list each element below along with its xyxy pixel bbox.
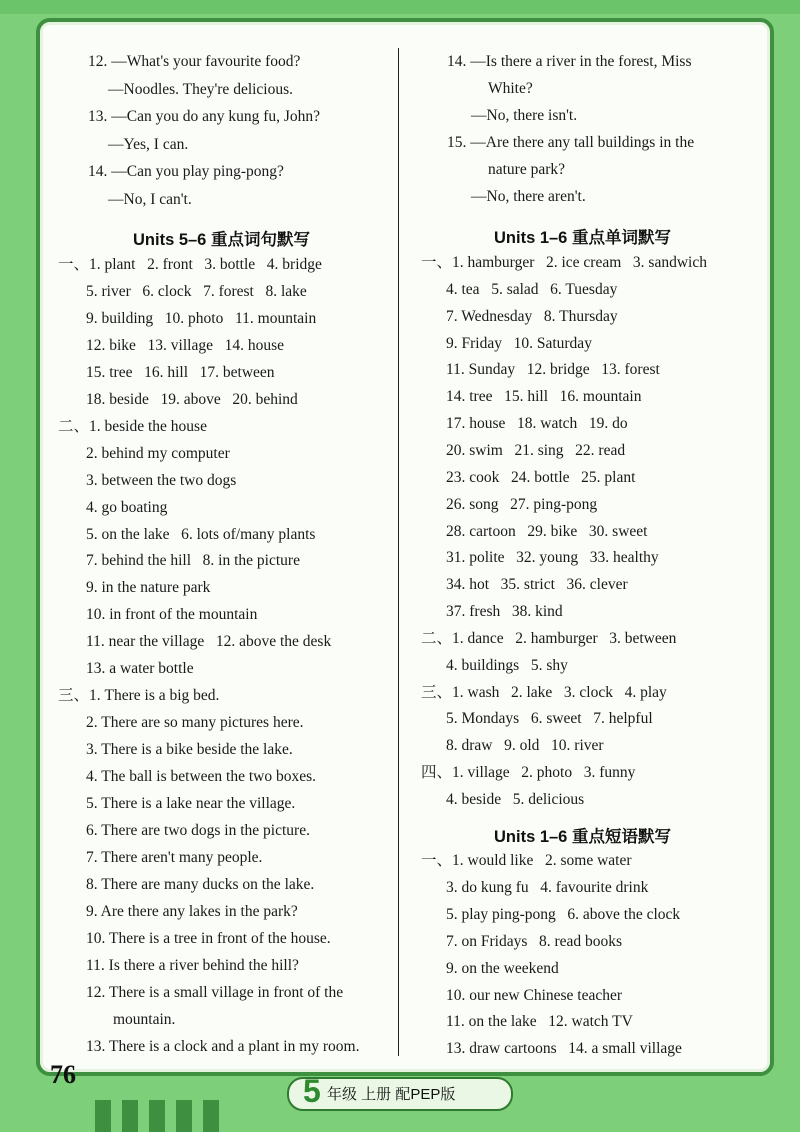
answer-line: 一、1. would like 2. some water <box>421 852 632 869</box>
answer-line: 13. draw cartoons 14. a small village <box>446 1040 682 1058</box>
answer-line: 7. There aren't many people. <box>86 848 263 866</box>
answer-line: 2. behind my computer <box>86 444 230 462</box>
grade-number: 5 <box>303 1073 321 1109</box>
answer-line: 7. Wednesday 8. Thursday <box>446 307 618 325</box>
answer-line: 3. do kung fu 4. favourite drink <box>446 878 649 896</box>
top-border <box>0 0 800 14</box>
answer-line: 7. behind the hill 8. in the picture <box>86 552 300 570</box>
grade-label <box>287 1073 513 1111</box>
answer-line: 11. Sunday 12. bridge 13. forest <box>446 361 660 379</box>
answer-line: 34. hot 35. strict 36. clever <box>446 576 628 594</box>
dialogue-line: nature park? <box>488 161 566 178</box>
dialogue-line: —Noodles. They're delicious. <box>108 80 294 98</box>
answer-line: 5. river 6. clock 7. forest 8. lake <box>86 282 307 300</box>
answer-line: 18. beside 19. above 20. behind <box>86 390 298 408</box>
answer-line: 4. beside 5. delicious <box>446 791 585 808</box>
answer-line: 三、1. wash 2. lake 3. clock 4. play <box>421 683 667 701</box>
answer-line: 5. Mondays 6. sweet 7. helpful <box>446 710 653 728</box>
section-heading: Units 1–6 重点单词默写 <box>494 229 671 247</box>
answer-line: 10. our new Chinese teacher <box>446 986 623 1004</box>
grade-text: 年级 上册 配PEP版 <box>327 1086 456 1103</box>
answer-line: 10. in front of the mountain <box>86 606 258 624</box>
answer-line: 9. on the weekend <box>446 959 559 977</box>
dialogue-line: —No, there isn't. <box>471 107 578 124</box>
answer-line: 4. buildings 5. shy <box>446 656 568 674</box>
answer-line: 二、1. dance 2. hamburger 3. between <box>421 629 677 647</box>
dialogue-line: —No, I can't. <box>108 190 192 208</box>
dialogue-line: 12. —What's your favourite food? <box>88 53 301 70</box>
page-number: 76 <box>50 1060 76 1089</box>
dialogue-line: 13. —Can you do any kung fu, John? <box>88 108 321 125</box>
answer-line: 7. on Fridays 8. read books <box>446 932 623 950</box>
answer-line: 三、1. There is a big bed. <box>58 687 220 705</box>
answer-line: 4. The ball is between the two boxes. <box>86 768 317 786</box>
answer-line: 3. between the two dogs <box>86 471 237 489</box>
answer-line: 8. There are many ducks on the lake. <box>86 875 315 893</box>
column-divider <box>398 48 399 1056</box>
answer-line: 12. bike 13. village 14. house <box>86 336 285 354</box>
dialogue-line: 14. —Can you play ping-pong? <box>88 163 284 180</box>
answer-line: 31. polite 32. young 33. healthy <box>446 549 659 567</box>
answer-line: 5. There is a lake near the village. <box>86 795 296 812</box>
answer-line: 10. There is a tree in front of the house. <box>86 929 331 947</box>
answer-line: 四、1. village 2. photo 3. funny <box>421 764 636 782</box>
answer-line: 一、1. hamburger 2. ice cream 3. sandwich <box>421 254 707 271</box>
answer-line: 一、1. plant 2. front 3. bottle 4. bridge <box>58 256 322 273</box>
answer-line: 2. There are so many pictures here. <box>86 714 304 732</box>
answer-line: 11. near the village 12. above the desk <box>86 633 332 651</box>
dialogue-line: 14. —Is there a river in the forest, Miss <box>447 53 692 70</box>
answer-line: 4. go boating <box>86 498 168 516</box>
answer-line: 13. a water bottle <box>86 660 194 678</box>
answer-line: 9. Are there any lakes in the park? <box>86 902 298 920</box>
answer-line: 4. tea 5. salad 6. Tuesday <box>446 280 618 298</box>
answer-line: 3. There is a bike beside the lake. <box>86 741 293 759</box>
answer-line: 9. in the nature park <box>86 579 211 597</box>
answer-line: 8. draw 9. old 10. river <box>446 737 604 755</box>
answer-line: 二、1. beside the house <box>58 417 207 435</box>
answer-line: 13. There is a clock and a plant in my room. <box>86 1037 360 1055</box>
answer-line: 9. building 10. photo 11. mountain <box>86 309 317 327</box>
answer-line: 5. on the lake 6. lots of/many plants <box>86 525 316 543</box>
answer-line: 14. tree 15. hill 16. mountain <box>446 388 642 406</box>
section-heading: Units 1–6 重点短语默写 <box>494 828 671 846</box>
dialogue-line: 15. —Are there any tall buildings in the <box>447 134 695 151</box>
answer-line: 6. There are two dogs in the picture. <box>86 821 310 839</box>
answer-line: 28. cartoon 29. bike 30. sweet <box>446 522 648 540</box>
answer-line: 26. song 27. ping-pong <box>446 495 598 513</box>
answer-line: 15. tree 16. hill 17. between <box>86 363 275 381</box>
answer-line: 37. fresh 38. kind <box>446 603 563 621</box>
answer-line: 20. swim 21. sing 22. read <box>446 441 626 459</box>
answer-line: 17. house 18. watch 19. do <box>446 415 628 433</box>
answer-line: 11. Is there a river behind the hill? <box>86 956 299 974</box>
answer-line: 9. Friday 10. Saturday <box>446 334 592 352</box>
dialogue-line: —Yes, I can. <box>108 135 189 153</box>
answer-line: 5. play ping-pong 6. above the clock <box>446 905 681 923</box>
answer-line: 11. on the lake 12. watch TV <box>446 1013 633 1031</box>
answer-line: 23. cook 24. bottle 25. plant <box>446 468 636 486</box>
dialogue-line: —No, there aren't. <box>471 188 586 205</box>
answer-line: mountain. <box>113 1010 176 1028</box>
dialogue-line: White? <box>488 80 533 97</box>
answer-line: 12. There is a small village in front of the <box>86 983 344 1001</box>
section-heading: Units 5–6 重点词句默写 <box>133 231 310 249</box>
